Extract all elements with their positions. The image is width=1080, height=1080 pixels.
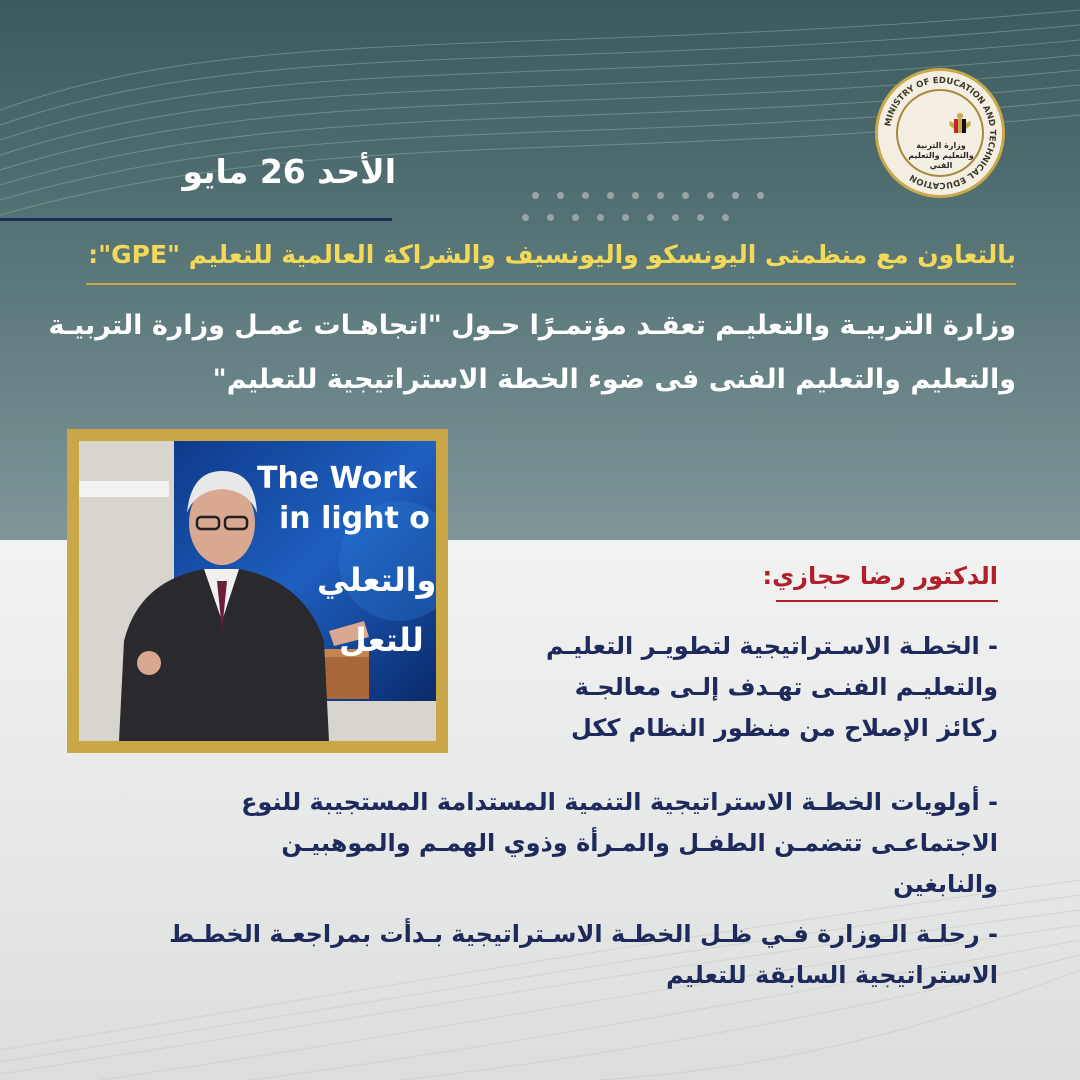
decorative-dot [597,214,604,221]
decorative-dot [532,192,539,199]
headline-line-1: وزارة التربيـة والتعليـم تعقـد مؤتمـرًا حـول "اتجاهـات عمـل وزارة التربيـة [48,310,1016,341]
svg-text:MINISTRY OF EDUCATION AND TECH: MINISTRY OF EDUCATION AND TECHNICAL EDUCATION [883,75,998,191]
bullet-3-line-1: - رحلـة الـوزارة فـي ظـل الخطـة الاسـتراتيجية بـدأت بمراجعـة الخطـط [169,920,998,948]
decorative-dots [522,192,772,232]
decorative-dot [707,192,714,199]
bullet-2 [83,782,998,905]
subheadline-underline [86,283,1016,285]
date-label: الأحد 26 مايو [182,152,396,191]
bullet-2-line-2: الاجتماعـى تتضمـن الطفـل والمـرأة وذوي الهمـم والموهبيـن [281,829,998,857]
decorative-dot [572,214,579,221]
decorative-dot [557,192,564,199]
decorative-dot [672,214,679,221]
decorative-dot [632,192,639,199]
bullet-3 [83,914,998,996]
screen-text-ar-2: للتعل [339,621,424,659]
speaker-underline [776,600,998,602]
logo-inner-circle [896,89,984,177]
speaker-photo [79,441,436,741]
logo-arabic-text: وزارة التربية والتعليم والتعليم الفني [908,141,974,170]
screen-text-en-1: The Work [257,461,417,496]
egypt-eagle-icon [948,113,972,139]
subheadline: بالتعاون مع منظمتى اليونسكو واليونسيف والشراكة العالمية للتعليم "GPE": [88,240,1016,269]
decorative-dot [732,192,739,199]
decorative-dot [622,214,629,221]
decorative-dot [522,214,529,221]
bullet-1-line-3: ركائز الإصلاح من منظور النظام ككل [570,714,998,742]
screen-text-en-2: in light o [279,501,430,536]
decorative-dot [657,192,664,199]
bullet-1-line-1: - الخطـة الاسـتراتيجية لتطويـر التعليـم [546,632,998,660]
decorative-dot [697,214,704,221]
decorative-dot [547,214,554,221]
decorative-dot [722,214,729,221]
screen-text-ar-1: والتعلي [317,561,436,599]
speaker-name: الدكتور رضا حجازي: [762,562,998,590]
date-underline [0,218,392,221]
headline-line-2: والتعليم والتعليم الفنى فى ضوء الخطة الاستراتيجية للتعليم" [212,364,1016,395]
ministry-logo [875,68,1005,198]
photo-frame [67,429,448,753]
bullet-2-line-3: والنابغين [893,870,998,898]
decorative-dot [757,192,764,199]
bullet-1 [478,626,998,749]
bullet-2-line-1: - أولويات الخطـة الاستراتيجية التنمية المستدامة المستجيبة للنوع [241,788,998,816]
decorative-dot [647,214,654,221]
bullet-1-line-2: والتعليـم الفنـى تهـدف إلـى معالجـة [574,673,998,701]
bullet-3-line-2: الاستراتيجية السابقة للتعليم [666,961,998,989]
decorative-dot [582,192,589,199]
decorative-dot [607,192,614,199]
decorative-dot [682,192,689,199]
